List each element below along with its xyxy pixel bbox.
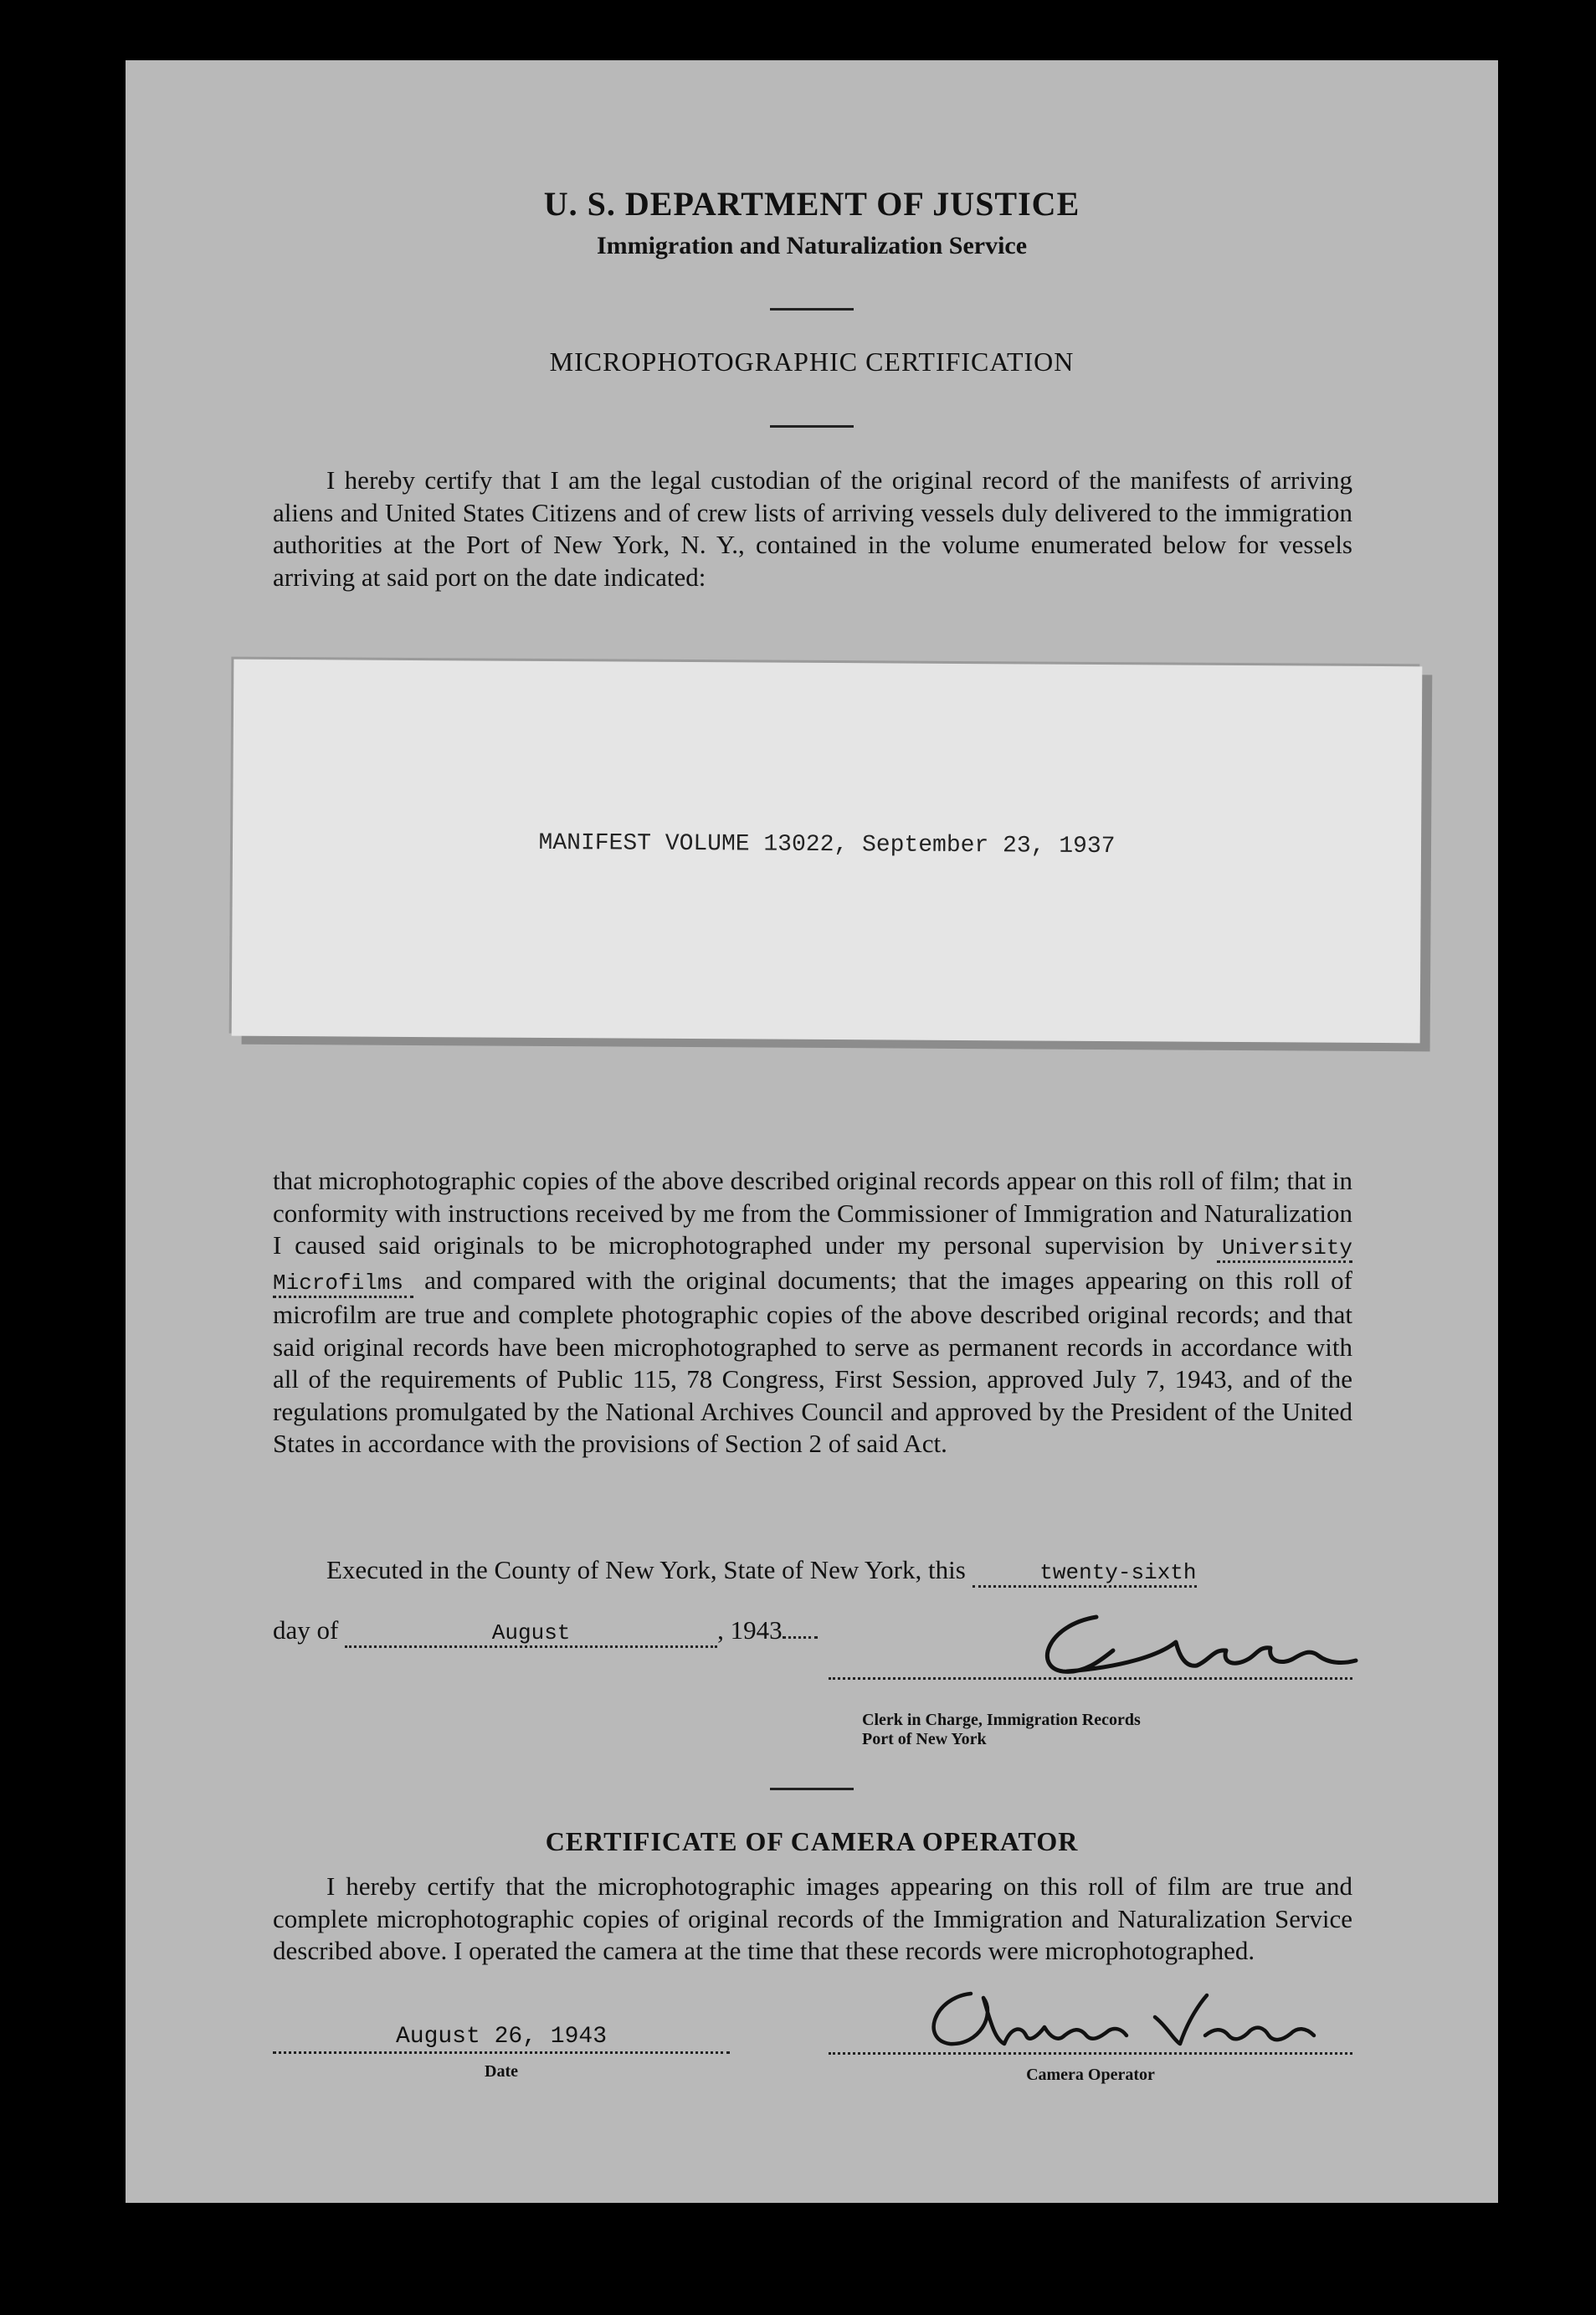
clerk-title-line2: Port of New York	[862, 1730, 987, 1748]
divider	[770, 1788, 854, 1790]
body-text-part2: and compared with the original documents; that the images appearing on this roll of microfilm are true and complete photographic copies of the above described original records; and that said original records have been microphotographed to serve as permanent records in accordance with all of the requirements of Public 115, 78 Congress, First Session, approved July 7, 1943, and of the regulations promulgated by the National Archives Council and approved by the President of the United States in accordance with the provisions of Section 2 of said Act.	[273, 1265, 1353, 1458]
clerk-title	[862, 1711, 1141, 1749]
clerk-signature-line	[829, 1677, 1352, 1680]
clerk-title-line1: Clerk in Charge, Immigration Records	[862, 1711, 1141, 1729]
camera-operator-label: Camera Operator	[1026, 2066, 1155, 2084]
clerk-signature	[921, 1600, 1389, 1684]
certificate-sheet	[126, 60, 1498, 2203]
intro-text: I hereby certify that I am the legal custodian of the original record of the manifests of arriving aliens and United States Citizens and of crew lists of arriving vessels duly delivered to the immigration authorities at the Port of New York, N. Y., contained in the volume enumerated below for vessels arriving at said port on the date indicated:	[273, 465, 1352, 592]
manifest-volume-label: MANIFEST VOLUME 13022, September 23, 1937	[538, 829, 1116, 860]
operator-company: University Microfilms	[273, 1235, 1352, 1298]
dotted-line	[783, 1636, 818, 1639]
body-paragraph	[273, 1165, 1352, 1460]
camera-operator-signature	[879, 1977, 1347, 2061]
divider	[770, 425, 854, 428]
camera-date-value: August 26, 1943	[273, 2024, 730, 2054]
camera-certificate-text: I hereby certify that the microphotographic images appearing on this roll of film are true and complete microphotographic copies of original records of the Immigration and Naturalization Service described above. I operated the camera at the time that these records were microphotographed.	[273, 1871, 1352, 1965]
volume-label-card	[232, 660, 1423, 1044]
executed-day: twenty-sixth	[972, 1560, 1197, 1588]
divider	[770, 308, 854, 311]
camera-certificate-title: CERTIFICATE OF CAMERA OPERATOR	[545, 1826, 1079, 1856]
body-text-part1: that microphotographic copies of the above described original records appear on this roll of film; that in conformity with instructions received by me from the Commissioner of Immigration and Naturalization I caused said originals to be microphotographed under my personal supervision by	[273, 1166, 1352, 1260]
executed-year: , 1943	[717, 1615, 783, 1645]
camera-date-label: Date	[485, 2062, 518, 2081]
executed-month: August	[345, 1620, 717, 1648]
day-of-label: day of	[273, 1615, 339, 1645]
day-of-line	[273, 1615, 859, 1648]
camera-operator-signature-line	[829, 2052, 1352, 2055]
certification-title: MICROPHOTOGRAPHIC CERTIFICATION	[549, 346, 1075, 377]
executed-line	[326, 1555, 1352, 1588]
service-subtitle: Immigration and Naturalization Service	[596, 232, 1028, 259]
camera-certificate-paragraph	[273, 1871, 1352, 1968]
body-text	[273, 1165, 1352, 1460]
executed-prefix: Executed in the County of New York, State of New York, this	[326, 1555, 966, 1584]
intro-paragraph	[273, 465, 1352, 593]
department-title: U. S. DEPARTMENT OF JUSTICE	[543, 185, 1080, 223]
